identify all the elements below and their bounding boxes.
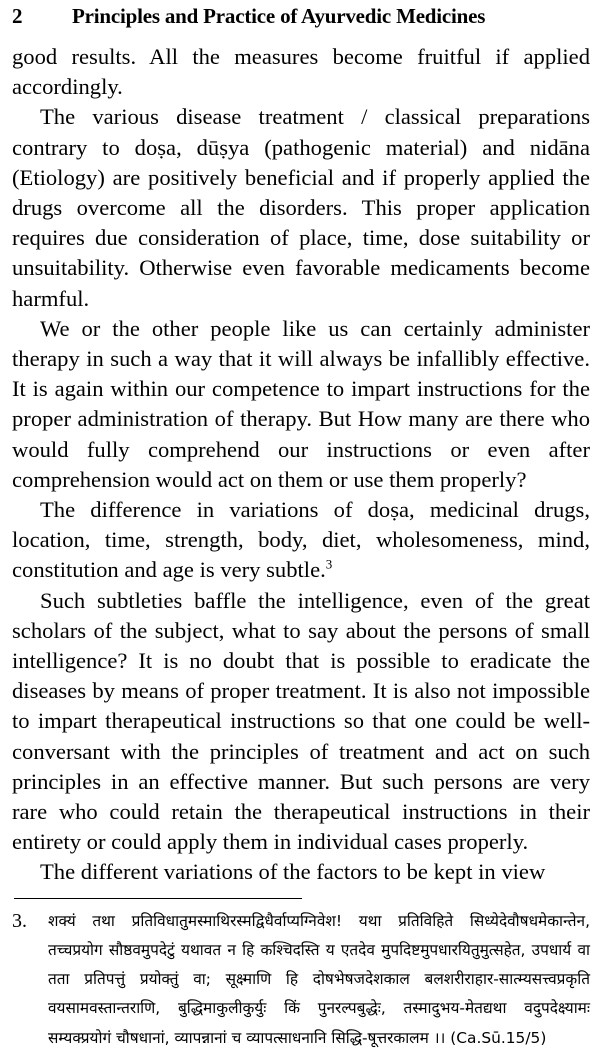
paragraph: good results. All the measures become fruitful if applied accordingly. <box>12 44 590 100</box>
footnote <box>12 907 590 1053</box>
running-title: Principles and Practice of Ayurvedic Medicines <box>72 4 486 28</box>
body-text <box>12 42 590 888</box>
paragraph-text: The difference in variations of doṣa, medicinal drugs, location, time, strength, body, diet, wholesomeness, mind, constitution and age is very subtle. <box>12 497 590 583</box>
footnote-divider <box>14 898 302 899</box>
page-number: 2 <box>12 4 23 28</box>
footnote-reference[interactable]: 3 <box>325 556 333 572</box>
paragraph <box>12 495 590 586</box>
footnote-number: 3. <box>12 909 27 932</box>
footnote-text: शक्यं तथा प्रतिविधातुमस्माथिरस्मद्विधैर्वाप्यग्निवेश! यथा प्रतिविहिते सिध्येदेवौषधमेकान्तेन, तच्चप्रयोग सौष्ठवमुपदेटुं यथावत न हि कश्चिदस्ति य एतदेव मुपदिष्टमुपधारयितुमुत्सहेत, उपधार्य वा तता प्रतिपत्तुं प्रयोक्तुं वा; सूक्ष्माणि हि दोषभेषजदेशकाल बलशरीराहार-सात्म्यसत्त्वप्रकृति वयसामवस्तान्तराणि, बुद्धिमाकुलीकुर्युः किं पुनरल्पबुद्धेः, तस्मादुभय-मेतद्यथा वदुपदेक्ष्यामः सम्यक्प्रयोगं चौषधानां, व्यापन्नानां च व्यापत्साधनानि सिद्धि-षूत्तरकालम ।। (Ca.Sū.15/5) <box>48 911 590 1047</box>
paragraph: We or the other people like us can certainly administer therapy in such a way that it will always be infallibly effective. It is again within our competence to impart instructions for the proper administration of therapy. But How many are there who would fully comprehend our instructions or even after comprehension would act on them or use them properly? <box>12 315 590 492</box>
paragraph: The various disease treatment / classical preparations contrary to doṣa, dūṣya (pathogenic material) and nidāna (Etiology) are positively beneficial and if properly applied the drugs overcome all the disorders. This proper application requires due consideration of place, time, dose suitability or unsuitability. Otherwise even favorable medicaments become harmful. <box>12 104 590 311</box>
paragraph: Such subtleties baffle the intelligence, even of the great scholars of the subject, what to say about the persons of small intelligence? It is no doubt that is possible to eradicate the diseases by means of proper treatment. It is also not impossible to impart therapeutical instructions so that one could be well-conversant with the principles of treatment and act on such principles in an effective manner. But such persons are very rare who could retain the therapeutical instructions in their entirety or could apply them in individual cases properly. <box>12 587 590 855</box>
page-header <box>12 4 590 42</box>
paragraph: The different variations of the factors to be kept in view <box>40 859 546 885</box>
